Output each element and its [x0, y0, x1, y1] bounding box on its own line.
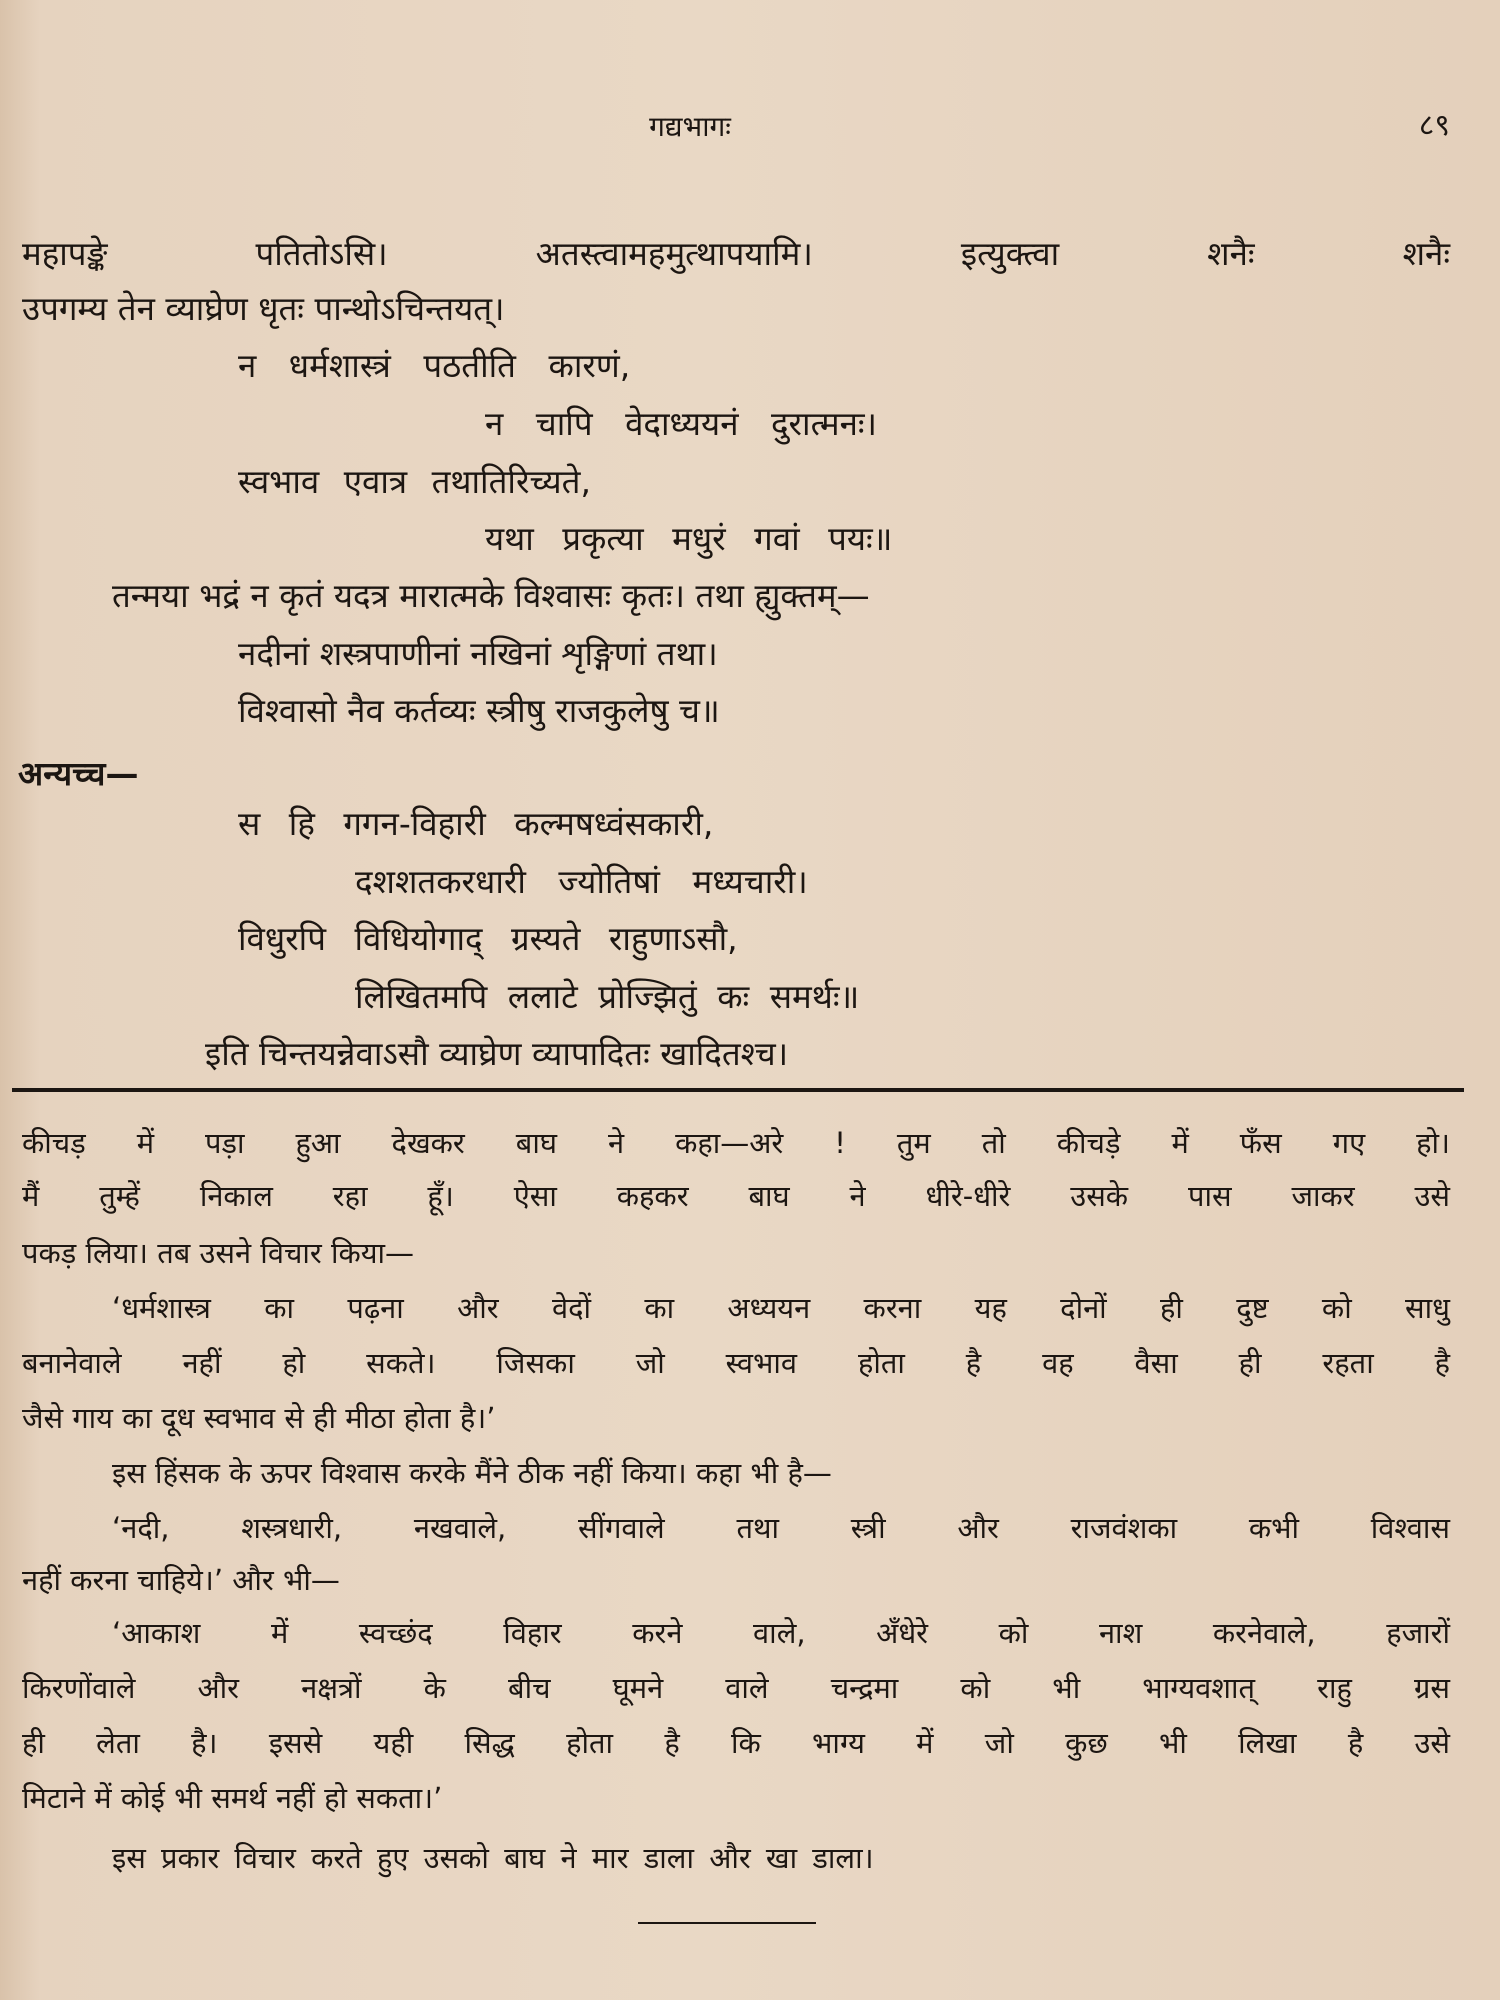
verse-line: दशशतकरधारी ज्योतिषां मध्यचारी। [355, 862, 808, 901]
end-divider [638, 1922, 816, 1924]
sanskrit-prose-line: तन्मया भद्रं न कृतं यदत्र मारात्मके विश्वासः कृतः। तथा ह्युक्तम्— [112, 576, 870, 615]
hindi-line: बनानेवाले नहीं हो सकते। जिसका जो स्वभाव होता है वह वैसा ही रहता है [22, 1346, 1450, 1380]
verse-line: स हि गगन-विहारी कल्मषध्वंसकारी, [238, 804, 714, 843]
verse-line: विधुरपि विधियोगाद् ग्रस्यते राहुणाऽसौ, [238, 919, 738, 958]
hindi-line: नहीं करना चाहिये।’ और भी— [22, 1563, 340, 1597]
sanskrit-prose-line: इति चिन्तयन्नेवाऽसौ व्याघ्रेण व्यापादितः खादितश्च। [205, 1034, 789, 1073]
hindi-line: मिटाने में कोई भी समर्थ नहीं हो सकता।’ [22, 1781, 443, 1815]
verse-line: स्वभाव एवात्र तथातिरिच्यते, [238, 462, 591, 501]
verse-line: न धर्मशास्त्रं पठतीति कारणं, [238, 346, 631, 385]
verse-line: विश्वासो नैव कर्तव्यः स्त्रीषु राजकुलेषु च॥ [238, 691, 720, 730]
page-number: ८९ [1418, 108, 1450, 143]
running-title: गद्यभागः [649, 110, 731, 143]
anyachcha-label: अन्यच्च— [18, 754, 139, 793]
verse-line: न चापि वेदाध्ययनं दुरात्मनः। [485, 404, 878, 443]
hindi-line: मैं तुम्हें निकाल रहा हूँ। ऐसा कहकर बाघ ने धीरे-धीरे उसके पास जाकर उसे [22, 1179, 1450, 1213]
hindi-line: किरणोंवाले और नक्षत्रों के बीच घूमने वाले चन्द्रमा को भी भाग्यवशात् राहु ग्रस [22, 1671, 1450, 1705]
section-divider [12, 1088, 1464, 1092]
hindi-line: पकड़ लिया। तब उसने विचार किया— [22, 1236, 415, 1270]
verse-line: लिखितमपि ललाटे प्रोज्झितुं कः समर्थः॥ [355, 977, 860, 1016]
hindi-line: ‘आकाश में स्वच्छंद विहार करने वाले, अँधेरे को नाश करनेवाले, हजारों [112, 1616, 1450, 1650]
sanskrit-prose-line: उपगम्य तेन व्याघ्रेण धृतः पान्थोऽचिन्तयत्। [22, 289, 505, 328]
hindi-line: इस प्रकार विचार करते हुए उसको बाघ ने मार डाला और खा डाला। [112, 1841, 874, 1875]
hindi-line: ‘नदी, शस्त्रधारी, नखवाले, सींगवाले तथा स्त्री और राजवंशका कभी विश्वास [112, 1511, 1450, 1545]
hindi-line: इस हिंसक के ऊपर विश्वास करके मैंने ठीक नहीं किया। कहा भी है— [112, 1456, 832, 1490]
hindi-line: जैसे गाय का दूध स्वभाव से ही मीठा होता है।’ [22, 1401, 496, 1435]
verse-line: नदीनां शस्त्रपाणीनां नखिनां शृङ्गिणां तथा। [238, 634, 718, 673]
hindi-line: ‘धर्मशास्त्र का पढ़ना और वेदों का अध्ययन करना यह दोनों ही दुष्ट को साधु [112, 1291, 1450, 1325]
hindi-line: ही लेता है। इससे यही सिद्ध होता है कि भाग्य में जो कुछ भी लिखा है उसे [22, 1726, 1450, 1760]
verse-line: यथा प्रकृत्या मधुरं गवां पयः॥ [485, 519, 893, 558]
hindi-line: कीचड़ में पड़ा हुआ देखकर बाघ ने कहा—अरे ! तुम तो कीचड़े में फँस गए हो। [22, 1126, 1450, 1160]
sanskrit-prose-line: महापङ्के पतितोऽसि। अतस्त्वामहमुत्थापयामि। इत्युक्त्वा शनैः शनैः [22, 234, 1450, 273]
